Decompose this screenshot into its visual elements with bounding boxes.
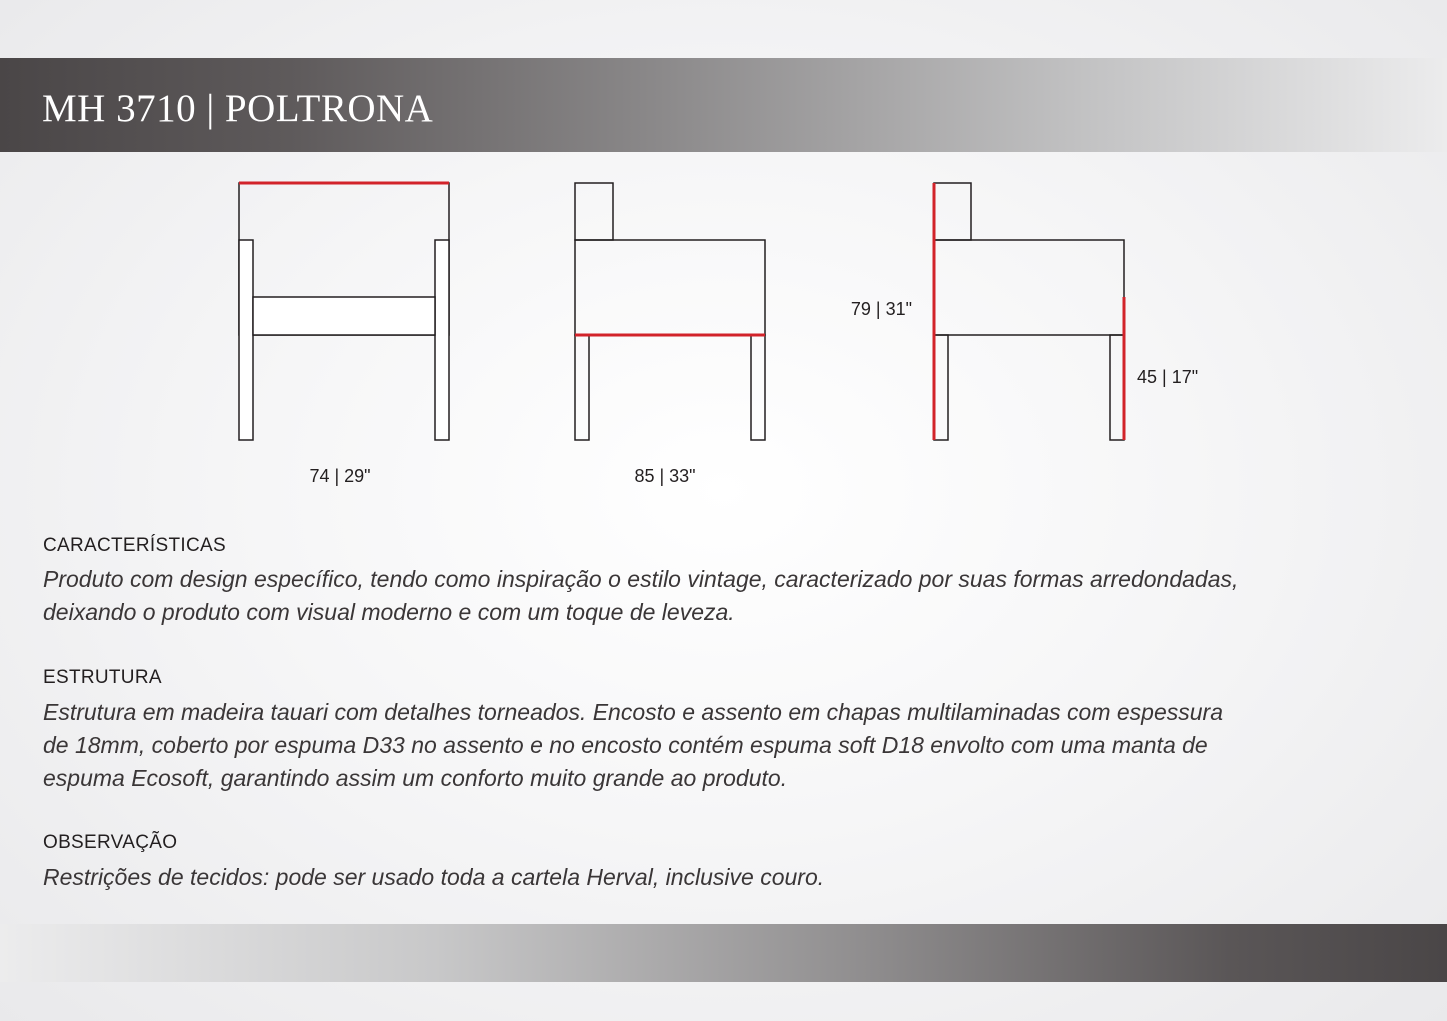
seat-height-label: 45 | 17" — [1137, 367, 1199, 387]
height-back-leg — [934, 335, 948, 440]
side-view-drawing — [575, 183, 765, 440]
observation-text: Restrições de tecidos: pode ser usado toda a cartela Herval, inclusive couro. — [43, 864, 825, 890]
observation-heading: OBSERVAÇÃO — [43, 832, 178, 853]
structure-heading: ESTRUTURA — [43, 667, 162, 688]
product-title: MH 3710 | POLTRONA — [42, 87, 434, 130]
side-front-leg — [751, 335, 765, 440]
front-view-drawing — [239, 183, 449, 440]
front-right-leg — [435, 240, 449, 440]
front-left-leg — [239, 240, 253, 440]
side-body — [575, 240, 765, 335]
height-backrest — [934, 183, 971, 240]
characteristics-text: Produto com design específico, tendo como inspiração o estilo vintage, caracterizado por suas formas arredondadas, deixando o produto com visual moderno e com um toque de leveza. — [43, 566, 1239, 625]
total-height-label: 79 | 31" — [850, 299, 912, 319]
side-depth-label: 85 | 33" — [634, 466, 696, 486]
characteristics-heading: CARACTERÍSTICAS — [43, 535, 226, 556]
height-front-leg — [1110, 335, 1124, 440]
side-backrest — [575, 183, 613, 240]
height-view-drawing — [934, 183, 1124, 440]
side-back-leg — [575, 335, 589, 440]
height-body — [934, 240, 1124, 335]
structure-text: Estrutura em madeira tauari com detalhes torneados. Encosto e assento em chapas multilaminadas com espessura de 18mm, coberto por espuma D33 no assento e no encosto contém espuma soft D18 envolto com uma manta de espuma Ecosoft, garantindo assim um conforto muito grande ao produto. — [43, 699, 1223, 791]
front-seat — [253, 297, 435, 335]
footer-bar — [0, 924, 1447, 982]
front-width-label: 74 | 29" — [309, 466, 371, 486]
